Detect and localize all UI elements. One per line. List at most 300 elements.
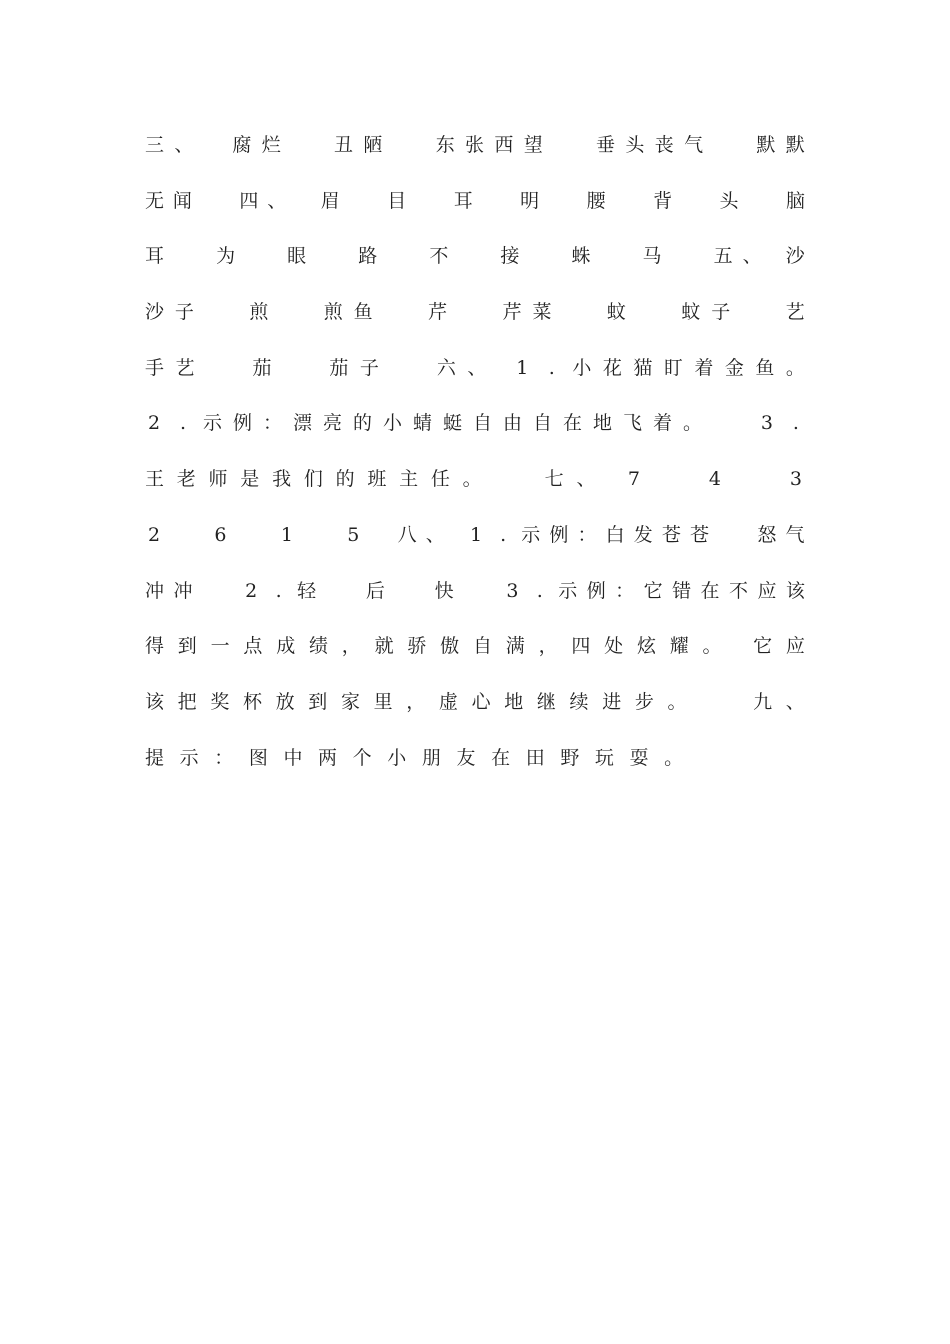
text-char: 手 — [145, 356, 165, 379]
text-char: 无 — [145, 189, 165, 212]
text-char: 在 — [491, 746, 511, 769]
text-space — [374, 180, 378, 236]
text-char: 脑 — [785, 189, 805, 212]
text-char: ： — [262, 412, 282, 435]
text-space — [273, 235, 277, 291]
text-space — [707, 180, 711, 236]
text-space — [728, 402, 732, 458]
text-space — [320, 124, 324, 180]
text-char: 骄 — [407, 635, 427, 658]
text-space — [694, 180, 698, 236]
text-line-3 — [145, 235, 805, 291]
text-char: 2 — [147, 523, 161, 546]
text-char: 4 — [708, 468, 721, 491]
text-space — [666, 291, 670, 347]
text-space — [640, 180, 644, 236]
text-space — [742, 124, 746, 180]
text-space — [206, 347, 210, 403]
text-space — [428, 180, 432, 236]
text-char: 的 — [352, 412, 372, 435]
text-space — [220, 291, 224, 347]
text-char: 冲 — [145, 579, 165, 602]
text-char: 该 — [145, 690, 165, 713]
text-char: 茄 — [329, 356, 349, 379]
text-char: ： — [615, 579, 635, 602]
text-char: 虚 — [438, 690, 458, 713]
text-space — [291, 124, 295, 180]
text-char: 成 — [276, 635, 296, 658]
text-char: 菜 — [532, 301, 552, 324]
text-char: 2 — [147, 412, 161, 435]
text-space — [562, 291, 566, 347]
text-char: ， — [538, 635, 558, 658]
text-char: 艺 — [175, 356, 195, 379]
text-char: 把 — [177, 690, 197, 713]
text-char: 在 — [700, 579, 720, 602]
text-char: 里 — [373, 690, 393, 713]
text-char: 鱼 — [353, 301, 373, 324]
text-space — [295, 180, 299, 236]
text-char: 金 — [724, 356, 744, 379]
text-char: 处 — [604, 635, 624, 658]
text-char: 闻 — [172, 189, 192, 212]
text-space — [309, 291, 313, 347]
text-char: 自 — [532, 412, 552, 435]
text-char: 苍 — [689, 523, 709, 546]
text-char: 到 — [177, 635, 197, 658]
text-char: 绩 — [308, 635, 328, 658]
text-space — [486, 235, 490, 291]
text-char: . — [179, 412, 186, 435]
text-space — [283, 347, 287, 403]
text-char: 1 — [280, 523, 293, 546]
text-char: 六 — [436, 356, 456, 379]
text-space — [511, 458, 515, 514]
text-space — [582, 124, 586, 180]
text-space — [214, 180, 218, 236]
text-char: 个 — [352, 746, 372, 769]
text-char: 野 — [560, 746, 580, 769]
text-char: 艺 — [785, 301, 805, 324]
text-char: 、 — [267, 189, 287, 212]
text-line-10 — [145, 625, 805, 681]
text-line-5 — [145, 347, 805, 403]
text-char: 朋 — [421, 746, 441, 769]
text-space — [421, 124, 425, 180]
text-space — [201, 180, 205, 236]
text-space — [548, 180, 552, 236]
text-space — [185, 514, 189, 570]
text-space — [772, 235, 776, 291]
text-char: 错 — [672, 579, 692, 602]
text-space — [700, 235, 704, 291]
text-space — [741, 291, 745, 347]
text-char: 示 — [521, 523, 541, 546]
text-char: 一 — [210, 635, 230, 658]
text-space — [344, 235, 348, 291]
text-space — [454, 514, 458, 570]
text-char: 蜓 — [442, 412, 462, 435]
text-space — [592, 291, 596, 347]
text-char: ： — [214, 746, 234, 769]
text-space — [318, 514, 322, 570]
text-char: 任 — [430, 468, 450, 491]
text-char: 就 — [374, 635, 394, 658]
text-char: 三 — [145, 134, 165, 156]
text-space — [394, 570, 398, 626]
text-char: 腰 — [586, 189, 606, 212]
text-space — [770, 458, 774, 514]
text-char: ， — [406, 690, 426, 713]
text-space — [656, 458, 660, 514]
text-char: 烂 — [261, 134, 281, 156]
text-space — [316, 235, 320, 291]
text-char: 1 — [469, 523, 483, 546]
text-space — [294, 291, 298, 347]
text-line-9 — [145, 570, 805, 626]
text-space — [615, 235, 619, 291]
text-char: 腐 — [232, 134, 252, 156]
text-char: 续 — [569, 690, 589, 713]
text-space — [305, 124, 309, 180]
text-char: 气 — [785, 523, 805, 546]
text-char: . — [500, 523, 507, 546]
text-space — [215, 570, 219, 626]
text-space — [760, 180, 764, 236]
text-char: 继 — [536, 690, 556, 713]
text-char: 杯 — [242, 690, 262, 713]
text-space — [494, 180, 498, 236]
text-line-4 — [145, 291, 805, 347]
text-char: ， — [341, 635, 361, 658]
text-char: 默 — [785, 134, 805, 156]
text-char: 漂 — [292, 412, 312, 435]
text-char: 奖 — [210, 690, 230, 713]
text-char: 地 — [592, 412, 612, 435]
text-char: 白 — [605, 523, 625, 546]
text-char: 、 — [467, 356, 487, 379]
text-char: . — [548, 356, 555, 379]
text-space — [408, 570, 412, 626]
text-char: 进 — [602, 690, 622, 713]
text-char: 3 — [789, 468, 802, 491]
text-char: 背 — [653, 189, 673, 212]
text-char: 芹 — [428, 301, 448, 324]
text-char: 路 — [358, 245, 378, 268]
text-space — [490, 570, 494, 626]
text-space — [689, 458, 693, 514]
text-char: 蚊 — [681, 301, 701, 324]
text-space — [614, 180, 618, 236]
text-space — [601, 235, 605, 291]
text-char: 鱼 — [755, 356, 775, 379]
text-space — [463, 570, 467, 626]
text-char: 友 — [456, 746, 476, 769]
text-space — [234, 291, 238, 347]
text-char: 蜻 — [412, 412, 432, 435]
text-space — [718, 514, 722, 570]
text-char: 的 — [335, 468, 355, 491]
text-space — [314, 347, 318, 403]
text-char: 怒 — [757, 523, 777, 546]
text-char: 子 — [174, 301, 194, 324]
text-char: 师 — [208, 468, 228, 491]
text-char: 。 — [667, 690, 687, 713]
text-char: 耳 — [145, 245, 165, 268]
text-char: 主 — [399, 468, 419, 491]
text-space — [188, 235, 192, 291]
text-space — [528, 458, 532, 514]
text-space — [637, 291, 641, 347]
text-char: 西 — [494, 134, 514, 156]
text-space — [629, 235, 633, 291]
text-char: 耳 — [453, 189, 473, 212]
text-space — [498, 347, 502, 403]
text-char: 。 — [682, 412, 702, 435]
text-char: 示 — [202, 412, 222, 435]
text-char: 、 — [425, 523, 445, 546]
text-space — [172, 514, 176, 570]
text-space — [747, 180, 751, 236]
text-char: 1 — [516, 356, 529, 379]
text-space — [239, 514, 243, 570]
text-space — [198, 514, 202, 570]
text-char: 在 — [562, 412, 582, 435]
text-space — [218, 124, 222, 180]
text-char: 小 — [387, 746, 407, 769]
text-char: 耀 — [669, 635, 689, 658]
text-space — [753, 458, 757, 514]
text-char: 蛛 — [571, 245, 591, 268]
text-char: 我 — [272, 468, 292, 491]
text-space — [627, 180, 631, 236]
text-space — [326, 570, 330, 626]
text-space — [507, 180, 511, 236]
text-space — [441, 180, 445, 236]
text-space — [529, 235, 533, 291]
text-space — [298, 347, 302, 403]
text-char: 步 — [634, 690, 654, 713]
text-space — [226, 180, 230, 236]
text-char: 煎 — [323, 301, 343, 324]
text-char: 3 — [506, 579, 519, 602]
text-char: 们 — [303, 468, 323, 491]
text-char: 例 — [549, 523, 569, 546]
text-char: 示 — [558, 579, 578, 602]
text-char: 傲 — [440, 635, 460, 658]
text-space — [731, 514, 735, 570]
text-char: 放 — [275, 690, 295, 713]
text-space — [458, 291, 462, 347]
text-char: 不 — [728, 579, 748, 602]
text-space — [718, 681, 722, 737]
text-char: 田 — [525, 746, 545, 769]
text-char: 九 — [753, 690, 773, 713]
text-space — [413, 291, 417, 347]
text-char: 着 — [652, 412, 672, 435]
text-char: 四 — [571, 635, 591, 658]
text-char: 头 — [625, 134, 645, 156]
text-char: 不 — [429, 245, 449, 268]
text-char: 接 — [500, 245, 520, 268]
text-char: 马 — [642, 245, 662, 268]
text-char: . — [536, 579, 543, 602]
text-char: 垂 — [596, 134, 616, 156]
text-char: 。 — [664, 746, 684, 769]
text-space — [473, 291, 477, 347]
text-space — [421, 347, 425, 403]
text-char: 它 — [753, 635, 773, 658]
text-char: 蚊 — [606, 301, 626, 324]
text-char: 盯 — [663, 356, 683, 379]
text-char: 默 — [756, 134, 776, 156]
text-space — [393, 124, 397, 180]
text-char: 陋 — [363, 134, 383, 156]
text-char: 王 — [145, 468, 165, 491]
text-space — [574, 180, 578, 236]
text-char: 快 — [434, 579, 454, 602]
text-space — [543, 235, 547, 291]
text-space — [205, 291, 209, 347]
text-char: 中 — [283, 746, 303, 769]
text-space — [567, 124, 571, 180]
text-char: 耍 — [629, 746, 649, 769]
text-char: . — [792, 412, 799, 435]
text-char: 目 — [387, 189, 407, 212]
text-space — [245, 235, 249, 291]
text-char: 6 — [214, 523, 227, 546]
text-char: 着 — [694, 356, 714, 379]
text-char: 为 — [216, 245, 236, 268]
text-char: 炫 — [636, 635, 656, 658]
text-char: 眼 — [287, 245, 307, 268]
text-char: 心 — [471, 690, 491, 713]
text-space — [477, 570, 481, 626]
text-line-11 — [145, 681, 805, 737]
text-char: 小 — [382, 412, 402, 435]
text-line-1 — [145, 124, 805, 180]
text-space — [331, 514, 335, 570]
text-char: 猫 — [633, 356, 653, 379]
text-space — [494, 458, 498, 514]
text-char: 丧 — [654, 134, 674, 156]
text-space — [352, 570, 356, 626]
text-space — [488, 291, 492, 347]
text-char: 飞 — [622, 412, 642, 435]
text-char: 得 — [145, 635, 165, 658]
text-char: 图 — [248, 746, 268, 769]
text-line-2 — [145, 180, 805, 236]
text-char: 茄 — [252, 356, 272, 379]
text-char: 张 — [465, 134, 485, 156]
text-space — [553, 124, 557, 180]
text-char: 丑 — [334, 134, 354, 156]
text-space — [756, 291, 760, 347]
text-char: 应 — [785, 635, 805, 658]
text-space — [482, 180, 486, 236]
text-space — [743, 402, 747, 458]
text-space — [672, 235, 676, 291]
text-char: 发 — [633, 523, 653, 546]
text-space — [744, 514, 748, 570]
text-space — [735, 681, 739, 737]
text-char: 家 — [340, 690, 360, 713]
text-space — [229, 570, 233, 626]
text-space — [202, 570, 206, 626]
text-space — [174, 235, 178, 291]
text-char: 、 — [174, 134, 194, 156]
text-space — [561, 180, 565, 236]
text-char: 、 — [576, 468, 596, 491]
text-char: 点 — [243, 635, 263, 658]
text-space — [387, 235, 391, 291]
text-space — [237, 347, 241, 403]
text-space — [713, 402, 717, 458]
text-char: 自 — [472, 412, 492, 435]
text-space — [672, 458, 676, 514]
text-char: ： — [577, 523, 597, 546]
text-char: 亮 — [322, 412, 342, 435]
text-char: 7 — [627, 468, 640, 491]
text-char: 是 — [240, 468, 260, 491]
text-line-6 — [145, 402, 805, 458]
text-char: 示 — [179, 746, 199, 769]
text-char: 眉 — [320, 189, 340, 212]
text-char: 自 — [472, 635, 492, 658]
text-char: 例 — [586, 579, 606, 602]
text-space — [735, 625, 739, 681]
text-char: 、 — [742, 245, 762, 268]
text-char: 轻 — [297, 579, 317, 602]
text-char: 老 — [176, 468, 196, 491]
text-space — [415, 235, 419, 291]
text-space — [557, 235, 561, 291]
text-char: 例 — [232, 412, 252, 435]
text-char: 、 — [785, 690, 805, 713]
text-space — [773, 180, 777, 236]
text-char: 冲 — [173, 579, 193, 602]
text-char: 明 — [520, 189, 540, 212]
text-space — [390, 347, 394, 403]
text-char: 应 — [757, 579, 777, 602]
text-char: 五 — [713, 245, 733, 268]
text-char: 望 — [523, 134, 543, 156]
text-space — [259, 235, 263, 291]
text-space — [221, 347, 225, 403]
text-char: 小 — [572, 356, 592, 379]
text-space — [398, 291, 402, 347]
text-space — [252, 514, 256, 570]
text-line-12 — [145, 737, 805, 793]
text-space — [362, 180, 366, 236]
text-char: 沙 — [145, 301, 165, 324]
text-space — [349, 180, 353, 236]
text-space — [330, 235, 334, 291]
text-char: 由 — [502, 412, 522, 435]
text-char: 玩 — [594, 746, 614, 769]
text-space — [339, 570, 343, 626]
text-char: 地 — [504, 690, 524, 713]
text-space — [407, 124, 411, 180]
text-space — [204, 124, 208, 180]
text-char: 该 — [785, 579, 805, 602]
answer-text-block — [145, 124, 825, 792]
text-space — [652, 291, 656, 347]
text-char: 提 — [145, 746, 165, 769]
text-space — [305, 514, 309, 570]
text-space — [713, 124, 717, 180]
text-space — [202, 235, 206, 291]
